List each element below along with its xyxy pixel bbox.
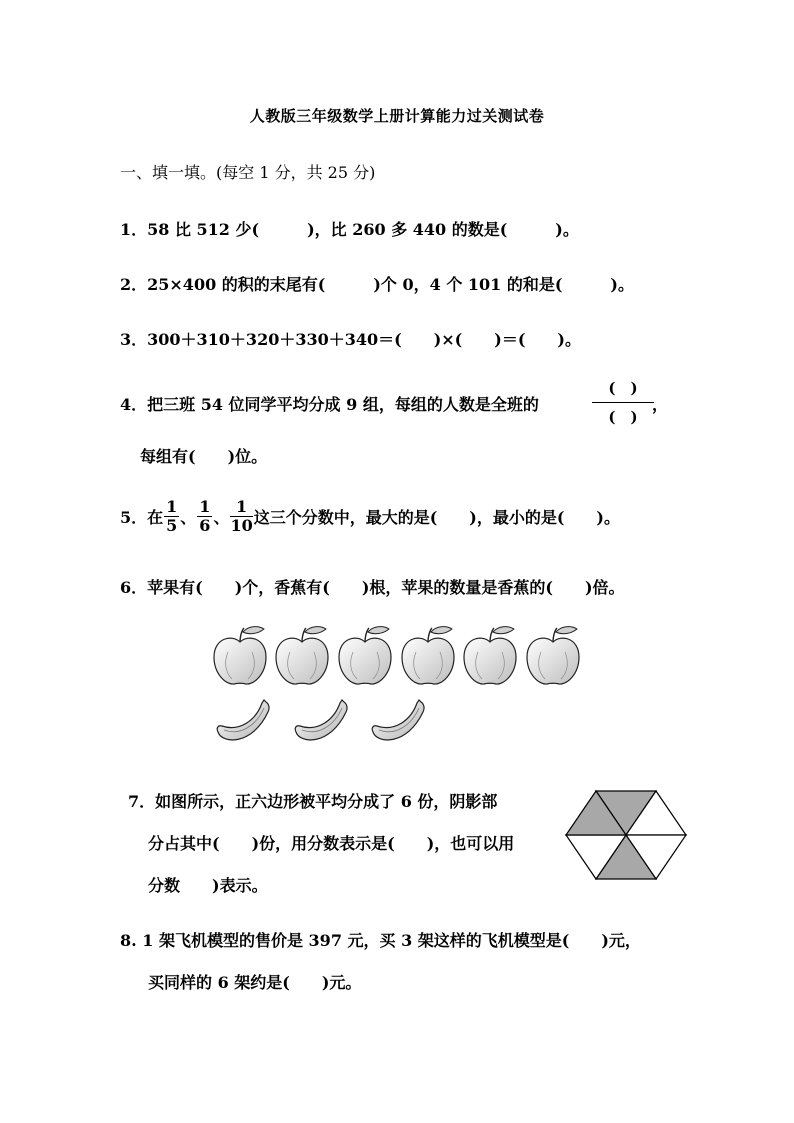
fraction-denominator: 5 [166,516,178,535]
apple-icon [402,627,454,684]
question-5-prefix: 5．在 [120,508,164,527]
fraction-one-fifth [164,498,179,535]
question-8-line1: 8. 1 架飞机模型的售价是 397 元，买 3 架这样的飞机模型是( )元， [120,931,641,950]
page-title: 人教版三年级数学上册计算能力过关测试卷 [249,107,545,125]
separator: 、 [180,508,197,527]
apple-icon [339,627,391,684]
fraction-numerator: 1 [230,498,252,517]
fraction-numerator-blank: ( ) [592,378,654,403]
fraction-denominator-blank: ( ) [608,408,638,426]
question-6: 6．苹果有( )个，香蕉有( )根，苹果的数量是香蕉的( )倍。 [120,578,625,597]
question-7-line1: 7．如图所示，正六边形被平均分成了 6 份，阴影部 [128,792,498,811]
question-4-comma: ， [652,395,669,414]
question-1: 1．58 比 512 少( )，比 260 多 440 的数是( )。 [120,220,579,239]
apple-icon [214,627,266,684]
question-4-line2: 每组有( )位。 [140,447,268,466]
fraction-one-sixth [197,498,212,535]
banana-icon [295,700,347,740]
question-7-line2: 分占其中( )份，用分数表示是( )，也可以用 [148,834,515,853]
question-3: 3．300＋310＋320＋330＋340＝( )×( )＝( )。 [120,330,581,349]
question-7-line3: 分数 )表示。 [148,876,268,895]
question-5 [120,498,620,535]
banana-icons [217,700,424,740]
hexagon-part-upper-right [626,791,686,835]
section-heading: 一、填一填。(每空 1 分，共 25 分) [120,163,376,182]
fraction-numerator: 1 [166,497,178,516]
apple-icons [214,627,579,684]
separator: 、 [213,508,230,527]
hexagon-part-top [596,791,656,835]
question-4-fraction [592,378,654,427]
fraction-one-tenth [230,498,252,535]
banana-icon [217,700,269,740]
banana-icon [372,700,424,740]
fraction-denominator: 10 [230,516,253,535]
apple-icon [276,627,328,684]
fraction-numerator: 1 [199,497,211,516]
hexagon-part-upper-left [566,791,626,835]
hexagon-part-bottom [596,835,656,879]
fraction-denominator: 6 [199,516,211,535]
question-2: 2．25×400 的积的末尾有( )个 0，4 个 101 的和是( )。 [120,275,635,294]
apple-icon [527,627,579,684]
hexagon-diagram [566,791,686,879]
question-4-line1: 4．把三班 54 位同学平均分成 9 组，每组的人数是全班的 [120,395,539,414]
hexagon-part-lower-right [626,835,686,879]
question-5-suffix: 这三个分数中，最大的是( )，最小的是( )。 [253,508,621,527]
apple-icon [464,627,516,684]
hexagon-part-lower-left [566,835,626,879]
question-8-line2: 买同样的 6 架约是( )元。 [148,973,362,992]
